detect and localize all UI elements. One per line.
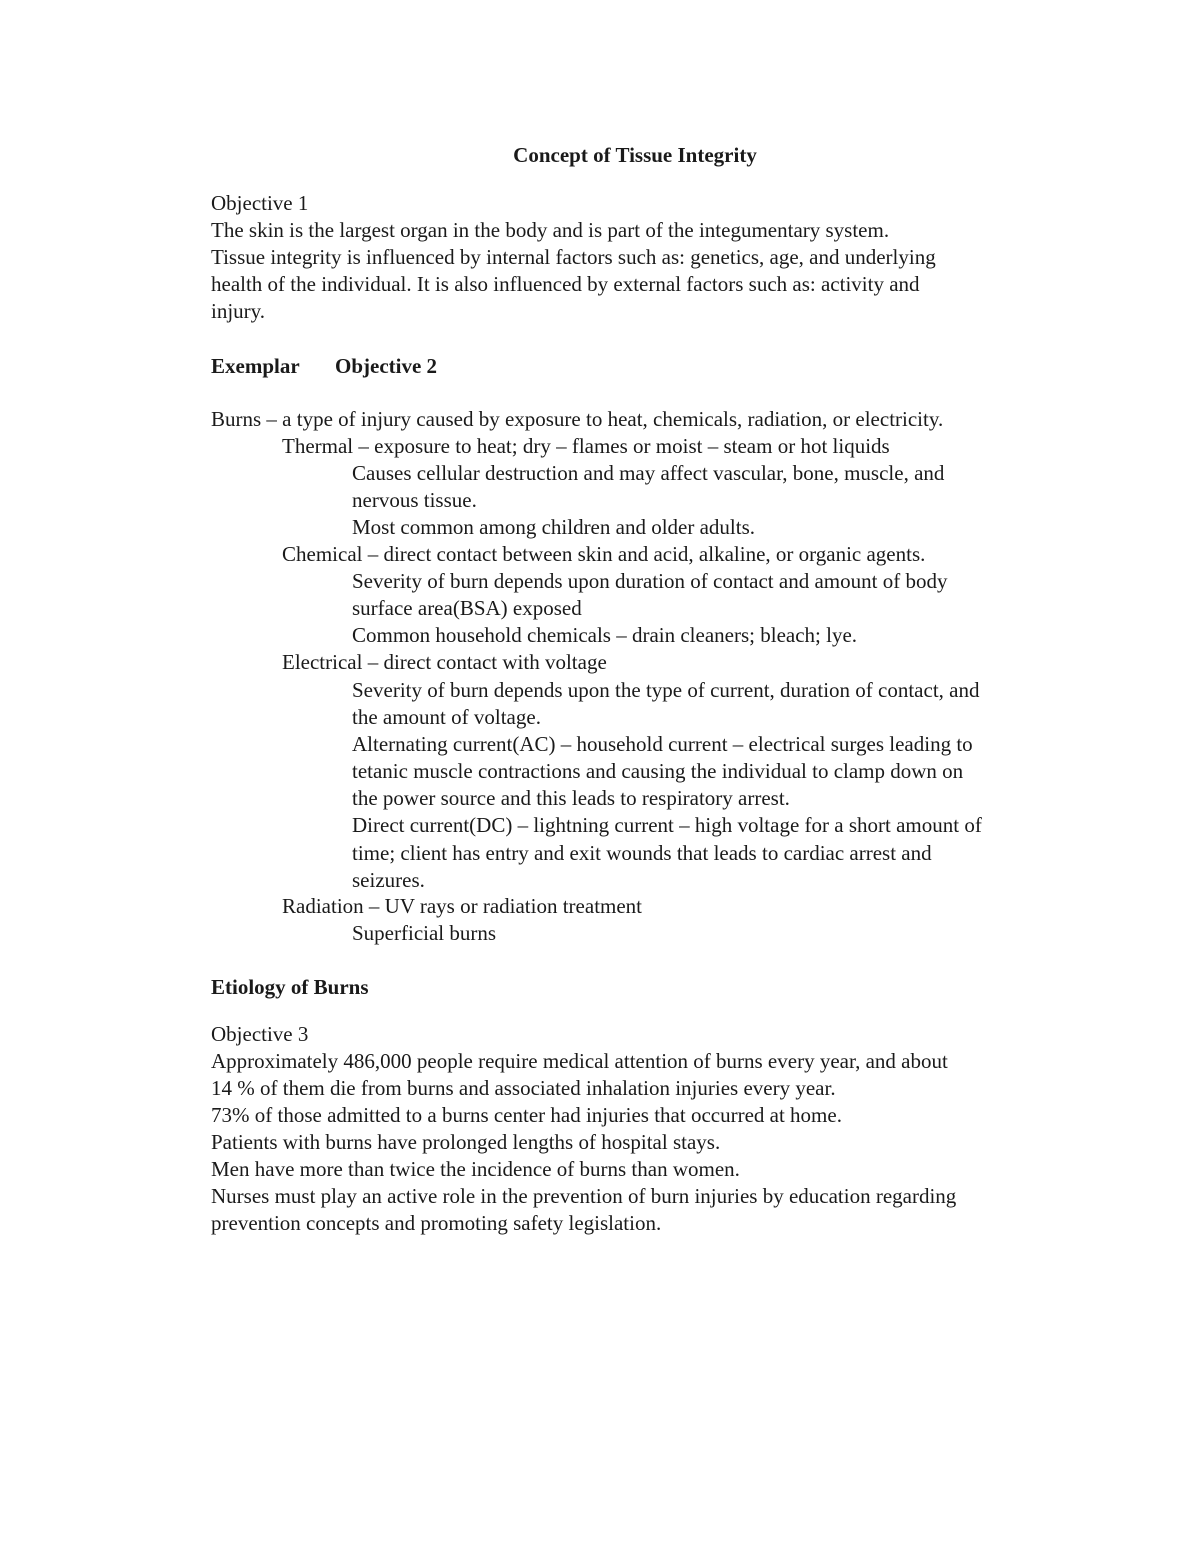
objective-3-label: Objective 3 xyxy=(211,1022,309,1046)
list-item: Severity of burn depends upon the type of current, duration of contact, and xyxy=(352,678,980,702)
list-item-continuation: injury. xyxy=(211,299,266,323)
list-item-radiation: Radiation – UV rays or radiation treatment xyxy=(282,894,643,918)
list-item: Most common among children and older adults. xyxy=(352,515,756,539)
document-title: Concept of Tissue Integrity xyxy=(513,143,757,167)
list-item: The skin is the largest organ in the body and is part of the integumentary system. xyxy=(211,218,890,242)
list-item: Severity of burn depends upon duration of contact and amount of body xyxy=(352,569,948,593)
list-item-continuation: tetanic muscle contractions and causing the individual to clamp down on xyxy=(352,759,964,783)
list-item: Superficial burns xyxy=(352,921,497,945)
list-item: Patients with burns have prolonged lengths of hospital stays. xyxy=(211,1130,721,1154)
list-item: Causes cellular destruction and may affect vascular, bone, muscle, and xyxy=(352,461,945,485)
section-heading-exemplar: Exemplar xyxy=(211,354,300,378)
list-item-continuation: prevention concepts and promoting safety legislation. xyxy=(211,1211,662,1235)
list-item-burns: Burns – a type of injury caused by exposure to heat, chemicals, radiation, or electricity. xyxy=(211,407,944,431)
list-item-continuation: seizures. xyxy=(352,868,425,892)
list-item-continuation: time; client has entry and exit wounds that leads to cardiac arrest and xyxy=(352,841,932,865)
list-item: Men have more than twice the incidence of burns than women. xyxy=(211,1157,740,1181)
list-item: Common household chemicals – drain cleaners; bleach; lye. xyxy=(352,623,858,647)
list-item: Approximately 486,000 people require medical attention of burns every year, and about xyxy=(211,1049,948,1073)
section-heading-etiology: Etiology of Burns xyxy=(211,975,369,999)
list-item-continuation: health of the individual. It is also influenced by external factors such as: activity and xyxy=(211,272,920,296)
list-item-continuation: nervous tissue. xyxy=(352,488,477,512)
list-item-continuation: 14 % of them die from burns and associated inhalation injuries every year. xyxy=(211,1076,836,1100)
list-item: Alternating current(AC) – household current – electrical surges leading to xyxy=(352,732,973,756)
list-item-continuation: surface area(BSA) exposed xyxy=(352,596,582,620)
list-item-continuation: the amount of voltage. xyxy=(352,705,541,729)
list-item: Direct current(DC) – lightning current – high voltage for a short amount of xyxy=(352,813,982,837)
list-item-continuation: the power source and this leads to respiratory arrest. xyxy=(352,786,790,810)
list-item-chemical: Chemical – direct contact between skin and acid, alkaline, or organic agents. xyxy=(282,542,926,566)
list-item: 73% of those admitted to a burns center had injuries that occurred at home. xyxy=(211,1103,842,1127)
list-item: Tissue integrity is influenced by internal factors such as: genetics, age, and underlying xyxy=(211,245,936,269)
list-item-electrical: Electrical – direct contact with voltage xyxy=(282,650,607,674)
objective-1-label: Objective 1 xyxy=(211,191,309,215)
list-item: Nurses must play an active role in the prevention of burn injuries by education regarding xyxy=(211,1184,957,1208)
list-item-thermal: Thermal – exposure to heat; dry – flames or moist – steam or hot liquids xyxy=(282,434,890,458)
section-heading-objective-2: Objective 2 xyxy=(335,354,438,378)
